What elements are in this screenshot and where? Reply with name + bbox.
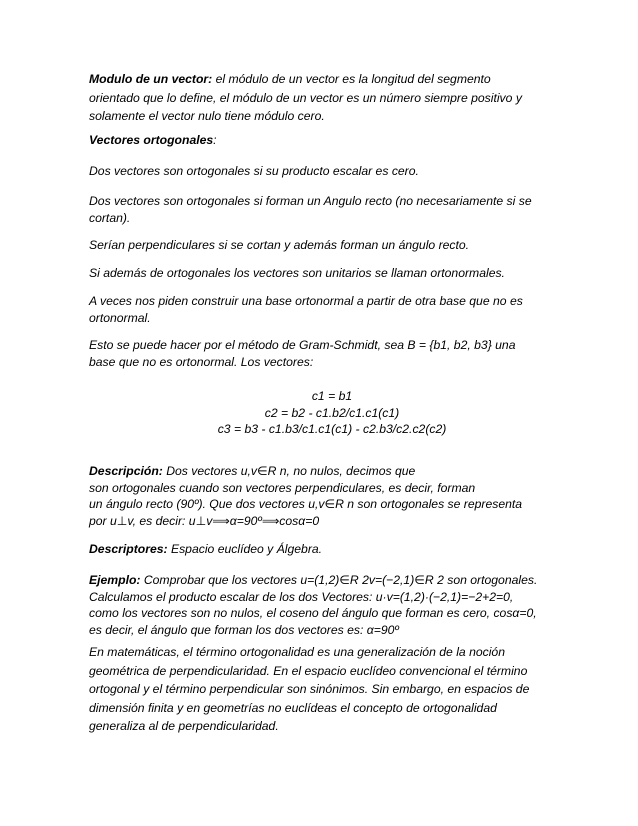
descriptores-text: Espacio euclídeo y Álgebra. xyxy=(167,542,323,556)
paragraph-angulo-recto xyxy=(89,193,559,226)
paragraph-line: cortan). xyxy=(89,210,131,225)
paragraph-line: ortonormal. xyxy=(89,310,151,325)
final-line: ortogonal y el término perpendicular son sinónimos. Sin embargo, en espacios de xyxy=(89,682,530,696)
paragraph-base-ortonormal xyxy=(89,293,559,326)
descripcion-text: Dos vectores u,v∈R n, no nulos, decimos que xyxy=(162,464,416,478)
final-line: dimensión finita y en geometrías no euclídeas el concepto de ortogonalidad xyxy=(89,700,497,715)
formula-block xyxy=(97,388,567,438)
modulo-text-3: solamente el vector nulo tiene módulo cero. xyxy=(89,109,325,123)
formula-c2: c2 = b2 - c1.b2/c1.c1(c1) xyxy=(264,405,400,420)
ejemplo-paragraph xyxy=(89,572,559,638)
paragraph-line: base que no es ortonormal. Los vectores: xyxy=(89,354,314,369)
final-line: geométrica de perpendicularidad. En el espacio euclídeo convencional el término xyxy=(89,663,528,678)
modulo-text-2: orientado que lo define, el módulo de un vector es un número siempre positivo y xyxy=(89,90,522,105)
paragraph-gram-schmidt xyxy=(89,337,559,370)
modulo-label: Modulo de un vector: xyxy=(89,72,213,86)
descripcion-line: un ángulo recto (90º). Que dos vectores u,v∈R n son ortogonales se representa xyxy=(89,497,523,511)
paragraph-text: Dos vectores son ortogonales si su producto escalar es cero. xyxy=(89,164,419,178)
descripcion-line: por u⊥v, es decir: u⊥v⟹α=90º⟹cosα=0 xyxy=(89,513,320,528)
paragraph-text: Si además de ortogonales los vectores son unitarios se llaman ortonormales. xyxy=(89,266,505,280)
formula-c1: c1 = b1 xyxy=(311,389,353,403)
final-paragraph xyxy=(89,643,559,736)
descripcion-paragraph xyxy=(89,463,559,529)
descriptores-label: Descriptores: xyxy=(89,542,168,556)
ejemplo-line: es decir, el ángulo que forman los dos vectores es: α=90º xyxy=(89,622,399,637)
ejemplo-line: como los vectores son no nulos, el coseno del ángulo que forman es cero, cosα=0, xyxy=(89,606,537,620)
ortogonales-heading xyxy=(89,132,559,149)
paragraph-line: Dos vectores son ortogonales si forman un Angulo recto (no necesariamente si se xyxy=(89,194,532,208)
paragraph-line: Esto se puede hacer por el método de Gram-Schmidt, sea B = {b1, b2, b3} una xyxy=(89,338,516,352)
ejemplo-label: Ejemplo: xyxy=(89,573,141,587)
descripcion-label: Descripción: xyxy=(89,464,163,478)
ejemplo-line: Calculamos el producto escalar de los dos Vectores: u·v=(1,2)·(−2,1)=−2+2=0, xyxy=(89,589,514,604)
modulo-text-1: el módulo de un vector es la longitud del segmento xyxy=(212,72,491,86)
final-line: generaliza al de perpendicularidad. xyxy=(89,719,279,733)
ortogonales-heading-colon: : xyxy=(213,133,217,147)
descripcion-line: son ortogonales cuando son vectores perpendiculares, es decir, forman xyxy=(89,480,476,495)
paragraph-text: Serían perpendiculares si se cortan y además forman un ángulo recto. xyxy=(89,238,470,252)
paragraph-producto-escalar xyxy=(89,163,559,180)
final-line: En matemáticas, el término ortogonalidad es una generalización de la noción xyxy=(89,645,505,659)
formula-c3: c3 = b3 - c1.b3/c1.c1(c1) - c2.b3/c2.c2(c2) xyxy=(217,422,447,436)
ejemplo-text: Comprobar que los vectores u=(1,2)∈R 2v=(−2,1)∈R 2 son ortogonales. xyxy=(140,573,538,587)
descriptores-paragraph xyxy=(89,541,559,558)
paragraph-perpendiculares xyxy=(89,237,559,254)
paragraph-ortonormales xyxy=(89,265,559,282)
ortogonales-heading-text: Vectores ortogonales xyxy=(89,133,214,147)
modulo-paragraph xyxy=(89,70,559,126)
paragraph-line: A veces nos piden construir una base ortonormal a partir de otra base que no es xyxy=(89,294,523,308)
